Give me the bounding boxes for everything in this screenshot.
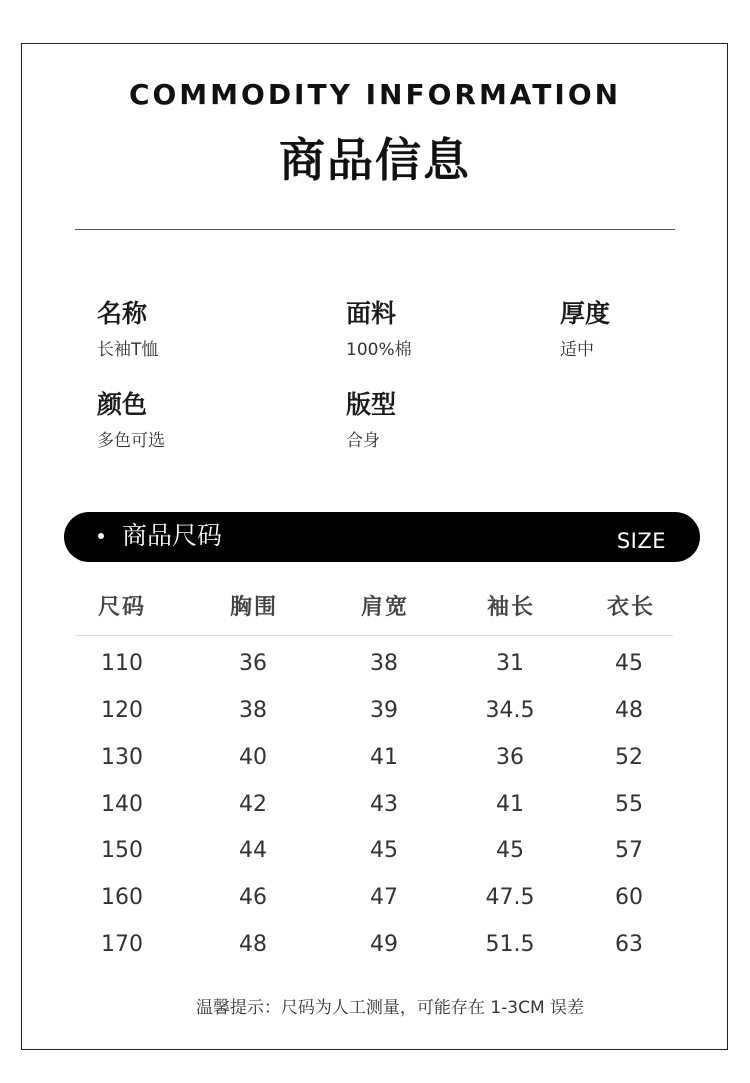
table-cell: 55 [615,792,643,817]
info-label: 颜色 [97,390,148,419]
table-cell: 130 [101,745,143,770]
info-value: 长袖T恤 [97,340,159,360]
table-cell: 45 [370,838,398,863]
table-cell: 49 [370,932,398,957]
column-header: 胸围 [229,595,278,620]
table-cell: 110 [101,651,143,676]
table-cell: 150 [101,838,143,863]
table-cell: 45 [615,651,643,676]
info-label: 面料 [346,299,397,328]
info-value: 多色可选 [97,431,165,451]
header-divider [75,229,675,230]
column-header: 衣长 [606,595,655,620]
table-cell: 48 [239,932,267,957]
info-item-fabric [346,299,412,361]
table-cell: 48 [615,698,643,723]
table-cell: 120 [101,698,143,723]
size-section-title: 商品尺码 [122,521,223,550]
info-item-fit [346,390,396,452]
table-row [0,929,750,961]
bullet-dot-icon [98,533,104,539]
table-row [0,835,750,867]
table-row [0,648,750,680]
info-value: 合身 [346,431,380,451]
title-english: COMMODITY INFORMATION [128,78,622,111]
info-value: 适中 [560,340,594,360]
table-cell: 34.5 [485,698,535,723]
info-label: 名称 [97,299,148,328]
table-row [0,695,750,727]
table-cell: 52 [615,745,643,770]
table-cell: 170 [101,932,143,957]
table-row [0,742,750,774]
table-cell: 51.5 [485,932,535,957]
table-cell: 63 [615,932,643,957]
table-cell: 47 [370,885,398,910]
table-cell: 45 [496,838,524,863]
measurement-note: 温馨提示：尺码为人工测量，可能存在 1-3CM 误差 [195,998,585,1018]
table-cell: 38 [370,651,398,676]
size-table-header [0,592,750,624]
table-cell: 140 [101,792,143,817]
column-header: 尺码 [97,595,146,620]
table-cell: 38 [239,698,267,723]
table-cell: 42 [239,792,267,817]
table-cell: 46 [239,885,267,910]
table-cell: 39 [370,698,398,723]
table-cell: 36 [239,651,267,676]
table-row [0,789,750,821]
info-item-thickness [560,299,610,361]
table-cell: 41 [370,745,398,770]
table-cell: 40 [239,745,267,770]
info-item-color [97,390,165,452]
table-cell: 36 [496,745,524,770]
table-cell: 47.5 [485,885,535,910]
info-value: 100%棉 [346,340,412,360]
table-cell: 60 [615,885,643,910]
column-header: 肩宽 [360,595,409,620]
column-header: 袖长 [486,595,535,620]
table-cell: 43 [370,792,398,817]
table-cell: 57 [615,838,643,863]
table-header-rule [75,635,673,636]
table-cell: 31 [496,651,524,676]
info-item-name [97,299,158,361]
table-cell: 44 [239,838,267,863]
info-label: 厚度 [560,299,611,328]
info-label: 版型 [346,390,397,419]
table-cell: 160 [101,885,143,910]
title-chinese: 商品信息 [279,133,471,187]
size-badge-label: SIZE [616,529,666,553]
table-cell: 41 [496,792,524,817]
table-row [0,882,750,914]
